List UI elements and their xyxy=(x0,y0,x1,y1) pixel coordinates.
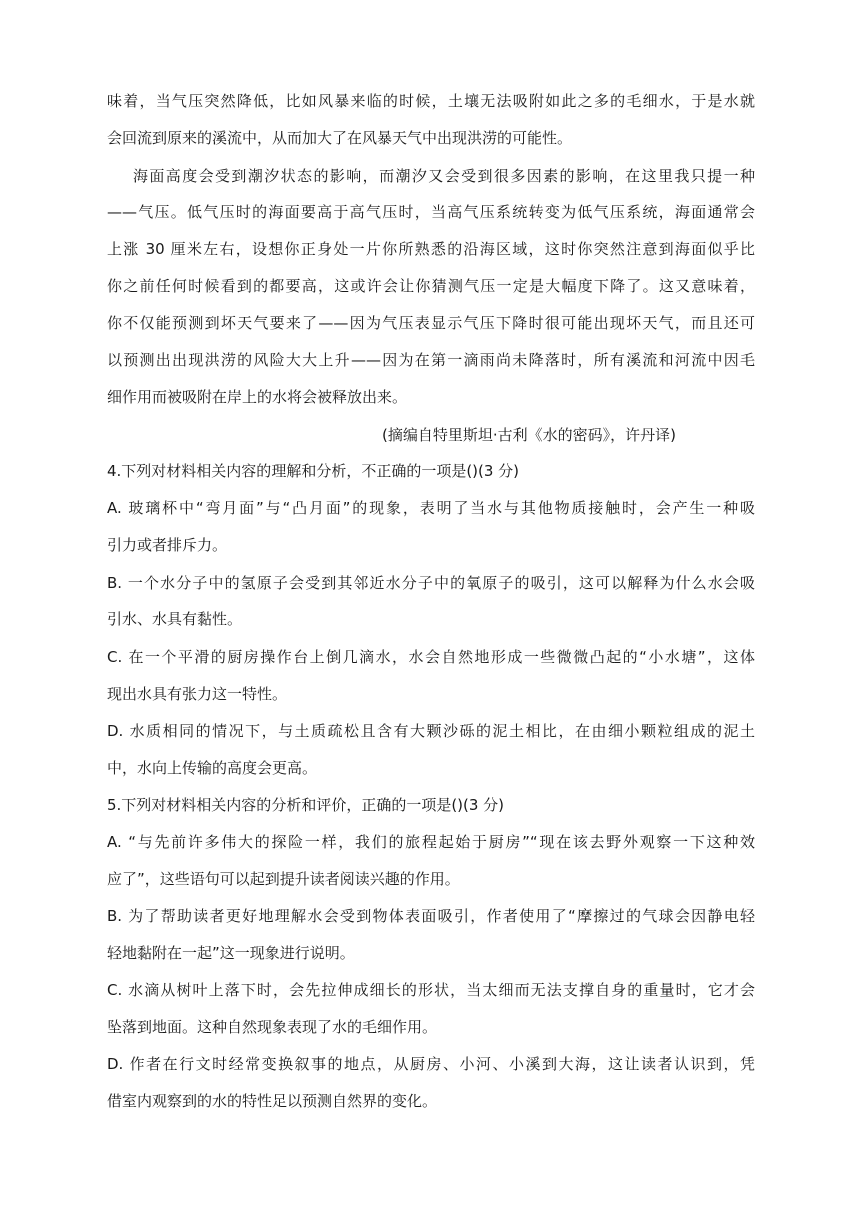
q4-option-a: A. 玻璃杯中“弯月面”与“凸月面”的现象，表明了当水与其他物质接触时，会产生一种吸 xyxy=(107,499,755,517)
q5-option-c: C. 水滴从树叶上落下时，会先拉伸成细长的形状，当太细而无法支撑自身的重量时，它才会 xyxy=(107,981,755,999)
q5-option-a: A. “与先前许多伟大的探险一样，我们的旅程起始于厨房”“现在该去野外观察一下这种效 xyxy=(107,833,755,851)
passage-line: 上涨 30 厘米左右，设想你正身处一片你所熟悉的沿海区域，这时你突然注意到海面似乎比 xyxy=(107,240,755,258)
q5-option-a-cont: 应了”，这些语句可以起到提升读者阅读兴趣的作用。 xyxy=(107,870,460,888)
passage-line: ——气压。低气压时的海面要高于高气压时，当高气压系统转变为低气压系统，海面通常会 xyxy=(107,203,755,221)
q5-option-d-cont: 借室内观察到的水的特性足以预测自然界的变化。 xyxy=(107,1092,438,1110)
passage-line: 细作用而被吸附在岸上的水将会被释放出来。 xyxy=(107,388,408,406)
q4-option-c-cont: 现出水具有张力这一特性。 xyxy=(107,685,288,703)
passage-line: 你不仅能预测到坏天气要来了——因为气压表显示气压下降时很可能出现坏天气，而且还可 xyxy=(107,314,755,332)
q4-option-d-cont: 中，水向上传输的高度会更高。 xyxy=(107,759,318,777)
question-4-stem: 4.下列对材料相关内容的理解和分析，不正确的一项是()(3 分) xyxy=(107,462,520,480)
passage-line: 海面高度会受到潮汐状态的影响，而潮汐又会受到很多因素的影响，在这里我只提一种 xyxy=(133,167,755,185)
question-5-stem: 5.下列对材料相关内容的分析和评价，正确的一项是()(3 分) xyxy=(107,796,505,814)
passage-line: 会回流到原来的溪流中，从而加大了在风暴天气中出现洪涝的可能性。 xyxy=(107,129,573,147)
q5-option-d: D. 作者在行文时经常变换叙事的地点，从厨房、小河、小溪到大海，这让读者认识到，凭 xyxy=(107,1055,755,1073)
q4-option-c: C. 在一个平滑的厨房操作台上倒几滴水，水会自然地形成一些微微凸起的“小水塘”，这体 xyxy=(107,648,755,666)
q5-option-c-cont: 坠落到地面。这种自然现象表现了水的毛细作用。 xyxy=(107,1018,438,1036)
q5-option-b-cont: 轻地黏附在一起”这一现象进行说明。 xyxy=(107,944,355,962)
q4-option-a-cont: 引力或者排斥力。 xyxy=(107,536,228,554)
passage-line: 以预测出出现洪涝的风险大大上升——因为在第一滴雨尚未降落时，所有溪流和河流中因毛 xyxy=(107,351,755,369)
passage-line: 味着，当气压突然降低，比如风暴来临的时候，土壤无法吸附如此之多的毛细水，于是水就 xyxy=(107,92,755,110)
passage-line: 你之前任何时候看到的都要高，这或许会让你猜测气压一定是大幅度下降了。这又意味着， xyxy=(107,277,755,295)
q5-option-b: B. 为了帮助读者更好地理解水会受到物体表面吸引，作者使用了“摩擦过的气球会因静电轻 xyxy=(107,907,755,925)
passage-source: (摘编自特里斯坦·古利《水的密码》，许丹译) xyxy=(382,426,676,444)
q4-option-b: B. 一个水分子中的氢原子会受到其邻近水分子中的氧原子的吸引，这可以解释为什么水会吸 xyxy=(107,574,755,592)
q4-option-d: D. 水质相同的情况下，与土质疏松且含有大颗沙砾的泥土相比，在由细小颗粒组成的泥土 xyxy=(107,722,755,740)
q4-option-b-cont: 引水、水具有黏性。 xyxy=(107,610,243,628)
